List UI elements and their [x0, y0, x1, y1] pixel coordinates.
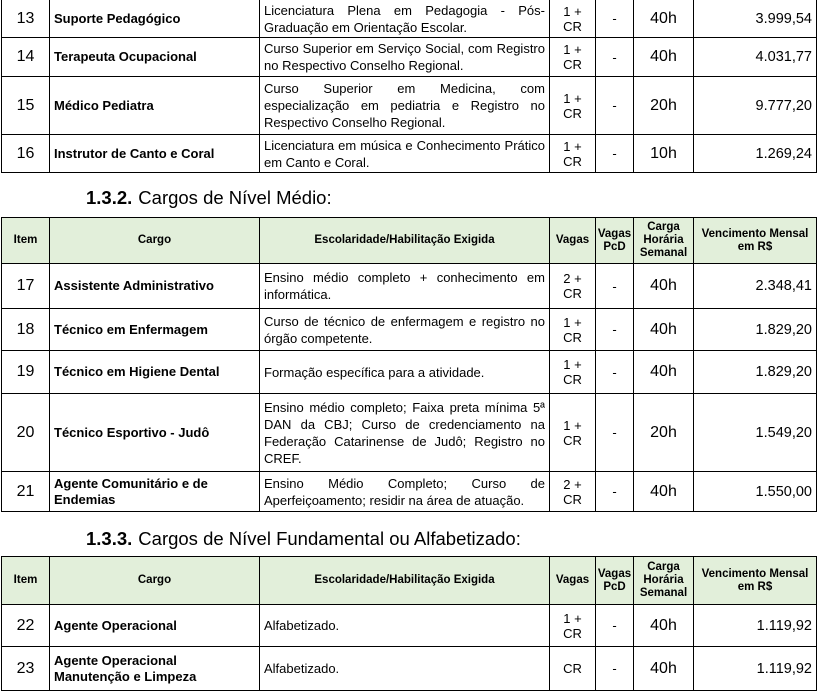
- vencimento-value: 3.999,54: [694, 0, 817, 38]
- section-number: 1.3.2.: [86, 187, 133, 208]
- item-number: 17: [2, 264, 50, 309]
- header-vagas-pcd: Vagas PcD: [596, 557, 634, 605]
- header-cargo: Cargo: [50, 218, 260, 264]
- header-escolaridade: Escolaridade/Habilitação Exigida: [260, 218, 550, 264]
- escolaridade-text: Ensino médio completo + conhecimento em informática.: [260, 264, 550, 309]
- header-item: Item: [2, 218, 50, 264]
- cargo-name: Agente Operacional: [50, 605, 260, 647]
- table-row: [2, 394, 817, 472]
- vencimento-value: 1.269,24: [694, 135, 817, 173]
- header-vagas: Vagas: [550, 557, 596, 605]
- section-heading-nivel-medio: [86, 187, 332, 209]
- header-vagas: Vagas: [550, 218, 596, 264]
- table-superior-body: [2, 0, 817, 173]
- section-title: Cargos de Nível Médio:: [138, 187, 332, 208]
- cargo-name: Técnico Esportivo - Judô: [50, 394, 260, 472]
- vagas-pcd-value: -: [596, 394, 634, 472]
- carga-horaria-value: 10h: [634, 135, 694, 173]
- vencimento-value: 4.031,77: [694, 38, 817, 77]
- table-nivel-medio: [1, 217, 817, 512]
- item-number: 18: [2, 309, 50, 351]
- carga-horaria-value: 40h: [634, 309, 694, 351]
- carga-horaria-value: 20h: [634, 394, 694, 472]
- table-nivel-fundamental-body: [2, 605, 817, 691]
- vagas-value: CR: [550, 647, 596, 691]
- vagas-pcd-value: -: [596, 264, 634, 309]
- cargo-name: Agente Comunitário e de Endemias: [50, 472, 260, 512]
- vagas-pcd-value: -: [596, 351, 634, 394]
- item-number: 16: [2, 135, 50, 173]
- table-row: [2, 605, 817, 647]
- table-row: [2, 264, 817, 309]
- vagas-pcd-value: -: [596, 605, 634, 647]
- table-row: [2, 0, 817, 38]
- carga-horaria-value: 40h: [634, 351, 694, 394]
- item-number: 19: [2, 351, 50, 394]
- escolaridade-text: Alfabetizado.: [260, 647, 550, 691]
- vencimento-value: 1.550,00: [694, 472, 817, 512]
- escolaridade-text: Curso de técnico de enfermagem e registro no órgão competente.: [260, 309, 550, 351]
- header-vencimento: Vencimento Mensal em R$: [694, 557, 817, 605]
- carga-horaria-value: 20h: [634, 77, 694, 135]
- cargo-name: Médico Pediatra: [50, 77, 260, 135]
- escolaridade-text: Curso Superior em Medicina, com especialização em pediatria e Registro no Respectivo Conselho Regional.: [260, 77, 550, 135]
- item-number: 21: [2, 472, 50, 512]
- item-number: 15: [2, 77, 50, 135]
- header-row: [2, 557, 817, 605]
- carga-horaria-value: 40h: [634, 0, 694, 38]
- vencimento-value: 1.119,92: [694, 605, 817, 647]
- table-header: [2, 218, 817, 264]
- table-header: [2, 557, 817, 605]
- vagas-value: 1 + CR: [550, 135, 596, 173]
- vagas-pcd-value: -: [596, 472, 634, 512]
- header-carga-horaria: Carga Horária Semanal: [634, 218, 694, 264]
- escolaridade-text: Licenciatura em música e Conhecimento Prático em Canto e Coral.: [260, 135, 550, 173]
- escolaridade-text: Licenciatura Plena em Pedagogia - Pós-Graduação em Orientação Escolar.: [260, 0, 550, 38]
- vagas-pcd-value: -: [596, 135, 634, 173]
- carga-horaria-value: 40h: [634, 38, 694, 77]
- vagas-pcd-value: -: [596, 0, 634, 38]
- vencimento-value: 2.348,41: [694, 264, 817, 309]
- vagas-value: 1 + CR: [550, 77, 596, 135]
- cargo-name: Terapeuta Ocupacional: [50, 38, 260, 77]
- section-title: Cargos de Nível Fundamental ou Alfabetizado:: [138, 528, 521, 549]
- vagas-pcd-value: -: [596, 647, 634, 691]
- vencimento-value: 9.777,20: [694, 77, 817, 135]
- table-nivel-medio-body: [2, 264, 817, 512]
- vagas-value: 2 + CR: [550, 472, 596, 512]
- vagas-pcd-value: -: [596, 309, 634, 351]
- header-vagas-pcd: Vagas PcD: [596, 218, 634, 264]
- item-number: 14: [2, 38, 50, 77]
- cargo-name: Suporte Pedagógico: [50, 0, 260, 38]
- vagas-value: 1 + CR: [550, 38, 596, 77]
- vagas-value: 1 + CR: [550, 351, 596, 394]
- carga-horaria-value: 40h: [634, 605, 694, 647]
- table-row: [2, 647, 817, 691]
- vencimento-value: 1.829,20: [694, 309, 817, 351]
- header-item: Item: [2, 557, 50, 605]
- item-number: 22: [2, 605, 50, 647]
- vagas-value: 2 + CR: [550, 264, 596, 309]
- table-row: [2, 309, 817, 351]
- cargo-name: Agente Operacional Manutenção e Limpeza: [50, 647, 260, 691]
- vagas-pcd-value: -: [596, 38, 634, 77]
- vencimento-value: 1.549,20: [694, 394, 817, 472]
- vencimento-value: 1.829,20: [694, 351, 817, 394]
- header-cargo: Cargo: [50, 557, 260, 605]
- vagas-pcd-value: -: [596, 77, 634, 135]
- table-row: [2, 472, 817, 512]
- table-superior: [1, 0, 817, 173]
- table-row: [2, 351, 817, 394]
- escolaridade-text: Curso Superior em Serviço Social, com Registro no Respectivo Conselho Regional.: [260, 38, 550, 77]
- vagas-value: 1 + CR: [550, 394, 596, 472]
- header-escolaridade: Escolaridade/Habilitação Exigida: [260, 557, 550, 605]
- carga-horaria-value: 40h: [634, 647, 694, 691]
- carga-horaria-value: 40h: [634, 264, 694, 309]
- cargo-name: Técnico em Higiene Dental: [50, 351, 260, 394]
- header-row: [2, 218, 817, 264]
- vagas-value: 1 + CR: [550, 0, 596, 38]
- item-number: 13: [2, 0, 50, 38]
- section-number: 1.3.3.: [86, 528, 133, 549]
- table-row: [2, 135, 817, 173]
- cargo-name: Instrutor de Canto e Coral: [50, 135, 260, 173]
- escolaridade-text: Formação específica para a atividade.: [260, 351, 550, 394]
- item-number: 20: [2, 394, 50, 472]
- section-heading-nivel-fundamental: [86, 528, 521, 550]
- table-nivel-fundamental: [1, 556, 817, 691]
- escolaridade-text: Alfabetizado.: [260, 605, 550, 647]
- cargo-name: Técnico em Enfermagem: [50, 309, 260, 351]
- cargo-name: Assistente Administrativo: [50, 264, 260, 309]
- header-vencimento: Vencimento Mensal em R$: [694, 218, 817, 264]
- header-carga-horaria: Carga Horária Semanal: [634, 557, 694, 605]
- vencimento-value: 1.119,92: [694, 647, 817, 691]
- vagas-value: 1 + CR: [550, 605, 596, 647]
- carga-horaria-value: 40h: [634, 472, 694, 512]
- vagas-value: 1 + CR: [550, 309, 596, 351]
- item-number: 23: [2, 647, 50, 691]
- escolaridade-text: Ensino Médio Completo; Curso de Aperfeiçoamento; residir na área de atuação.: [260, 472, 550, 512]
- escolaridade-text: Ensino médio completo; Faixa preta mínima 5ª DAN da CBJ; Curso de credenciamento na Federação Catarinense de Judô; Registro no CREF.: [260, 394, 550, 472]
- table-row: [2, 77, 817, 135]
- table-row: [2, 38, 817, 77]
